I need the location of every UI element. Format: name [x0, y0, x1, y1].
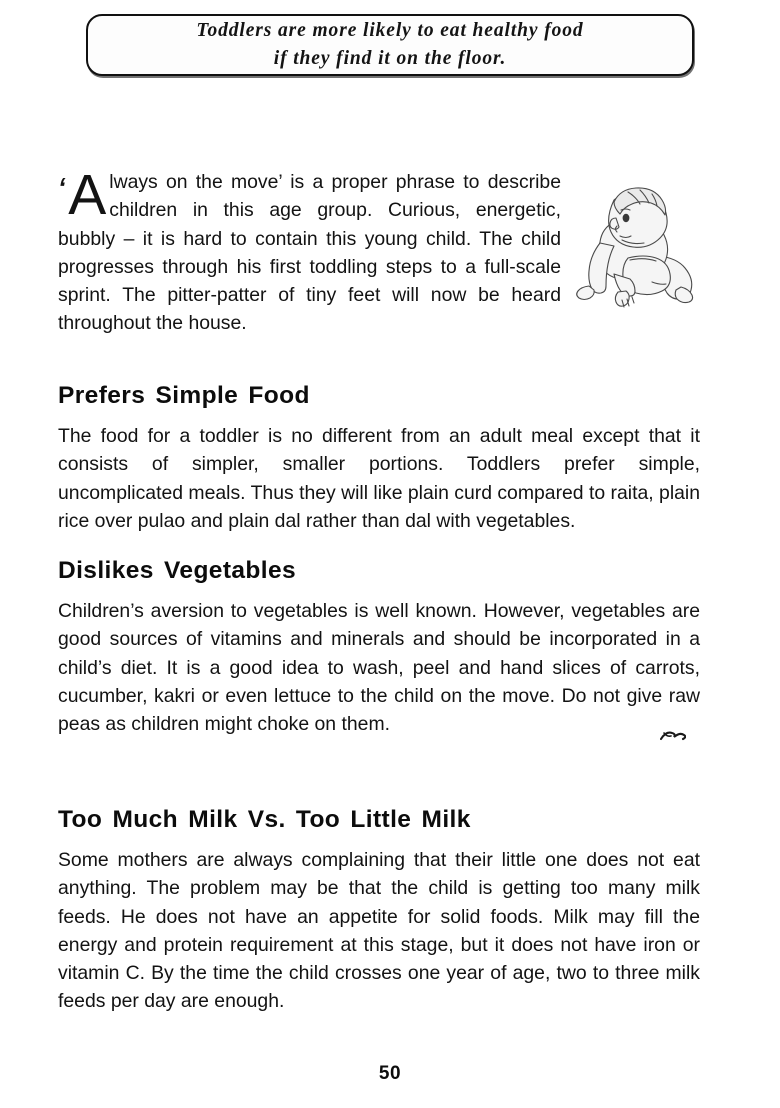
pull-quote-line-1: Toddlers are more likely to eat healthy food: [196, 20, 584, 42]
drop-cap-letter: A: [68, 163, 107, 227]
section-body: The food for a toddler is no different from an adult meal except that it consists of simpler, smaller portions. Toddlers prefer simple, uncomplicated meals. Thus they will like plain curd compared to raita, plain rice over pulao and plain dal rather than dal with vegetables.: [58, 425, 701, 532]
section-too-much-milk: [58, 806, 700, 1016]
intro-paragraph-text: lways on the move’ is a proper phrase to describe children in this age group. Curious, energetic, bubbly – it is hard to contain this young child. The child progresses through his first toddling steps to a full-scale sprint. The pitter-patter of tiny feet will now be heard throughout the house.: [58, 171, 561, 335]
opening-quote-mark: ‘: [58, 172, 66, 202]
section-heading: Too Much Milk Vs. Too Little Milk: [58, 806, 471, 833]
page-number: 50: [378, 1063, 402, 1084]
intro-paragraph: [58, 163, 561, 338]
pull-quote-box: [86, 14, 694, 76]
intro-paragraph-block: [58, 163, 561, 338]
crawling-toddler-illustration: [556, 182, 716, 312]
section-heading: Prefers Simple Food: [58, 382, 310, 409]
pull-quote-line-2: if they find it on the floor.: [273, 48, 507, 69]
section-body: Children’s aversion to vegetables is well known. However, vegetables are good sources of vitamins and minerals and should be incorporated in a child’s diet. It is a good idea to wash, peel and hand slices of carrots, cucumber, kakri or even lettuce to the child on the move. Do not give raw peas as children might choke on them.: [58, 600, 700, 736]
section-prefers-simple-food: [58, 382, 700, 535]
section-heading: Dislikes Vegetables: [58, 557, 297, 584]
section-dislikes-vegetables: [58, 557, 700, 738]
section-body: Some mothers are always complaining that their little one does not eat anything. The problem may be that the child is getting too many milk feeds. He does not have an appetite for solid foods. Milk may fill the energy and protein requirement at this stage, but it does not have iron or vitamin C. By the time the child crosses one year of age, two to three milk feeds per day are enough.: [58, 849, 700, 1013]
